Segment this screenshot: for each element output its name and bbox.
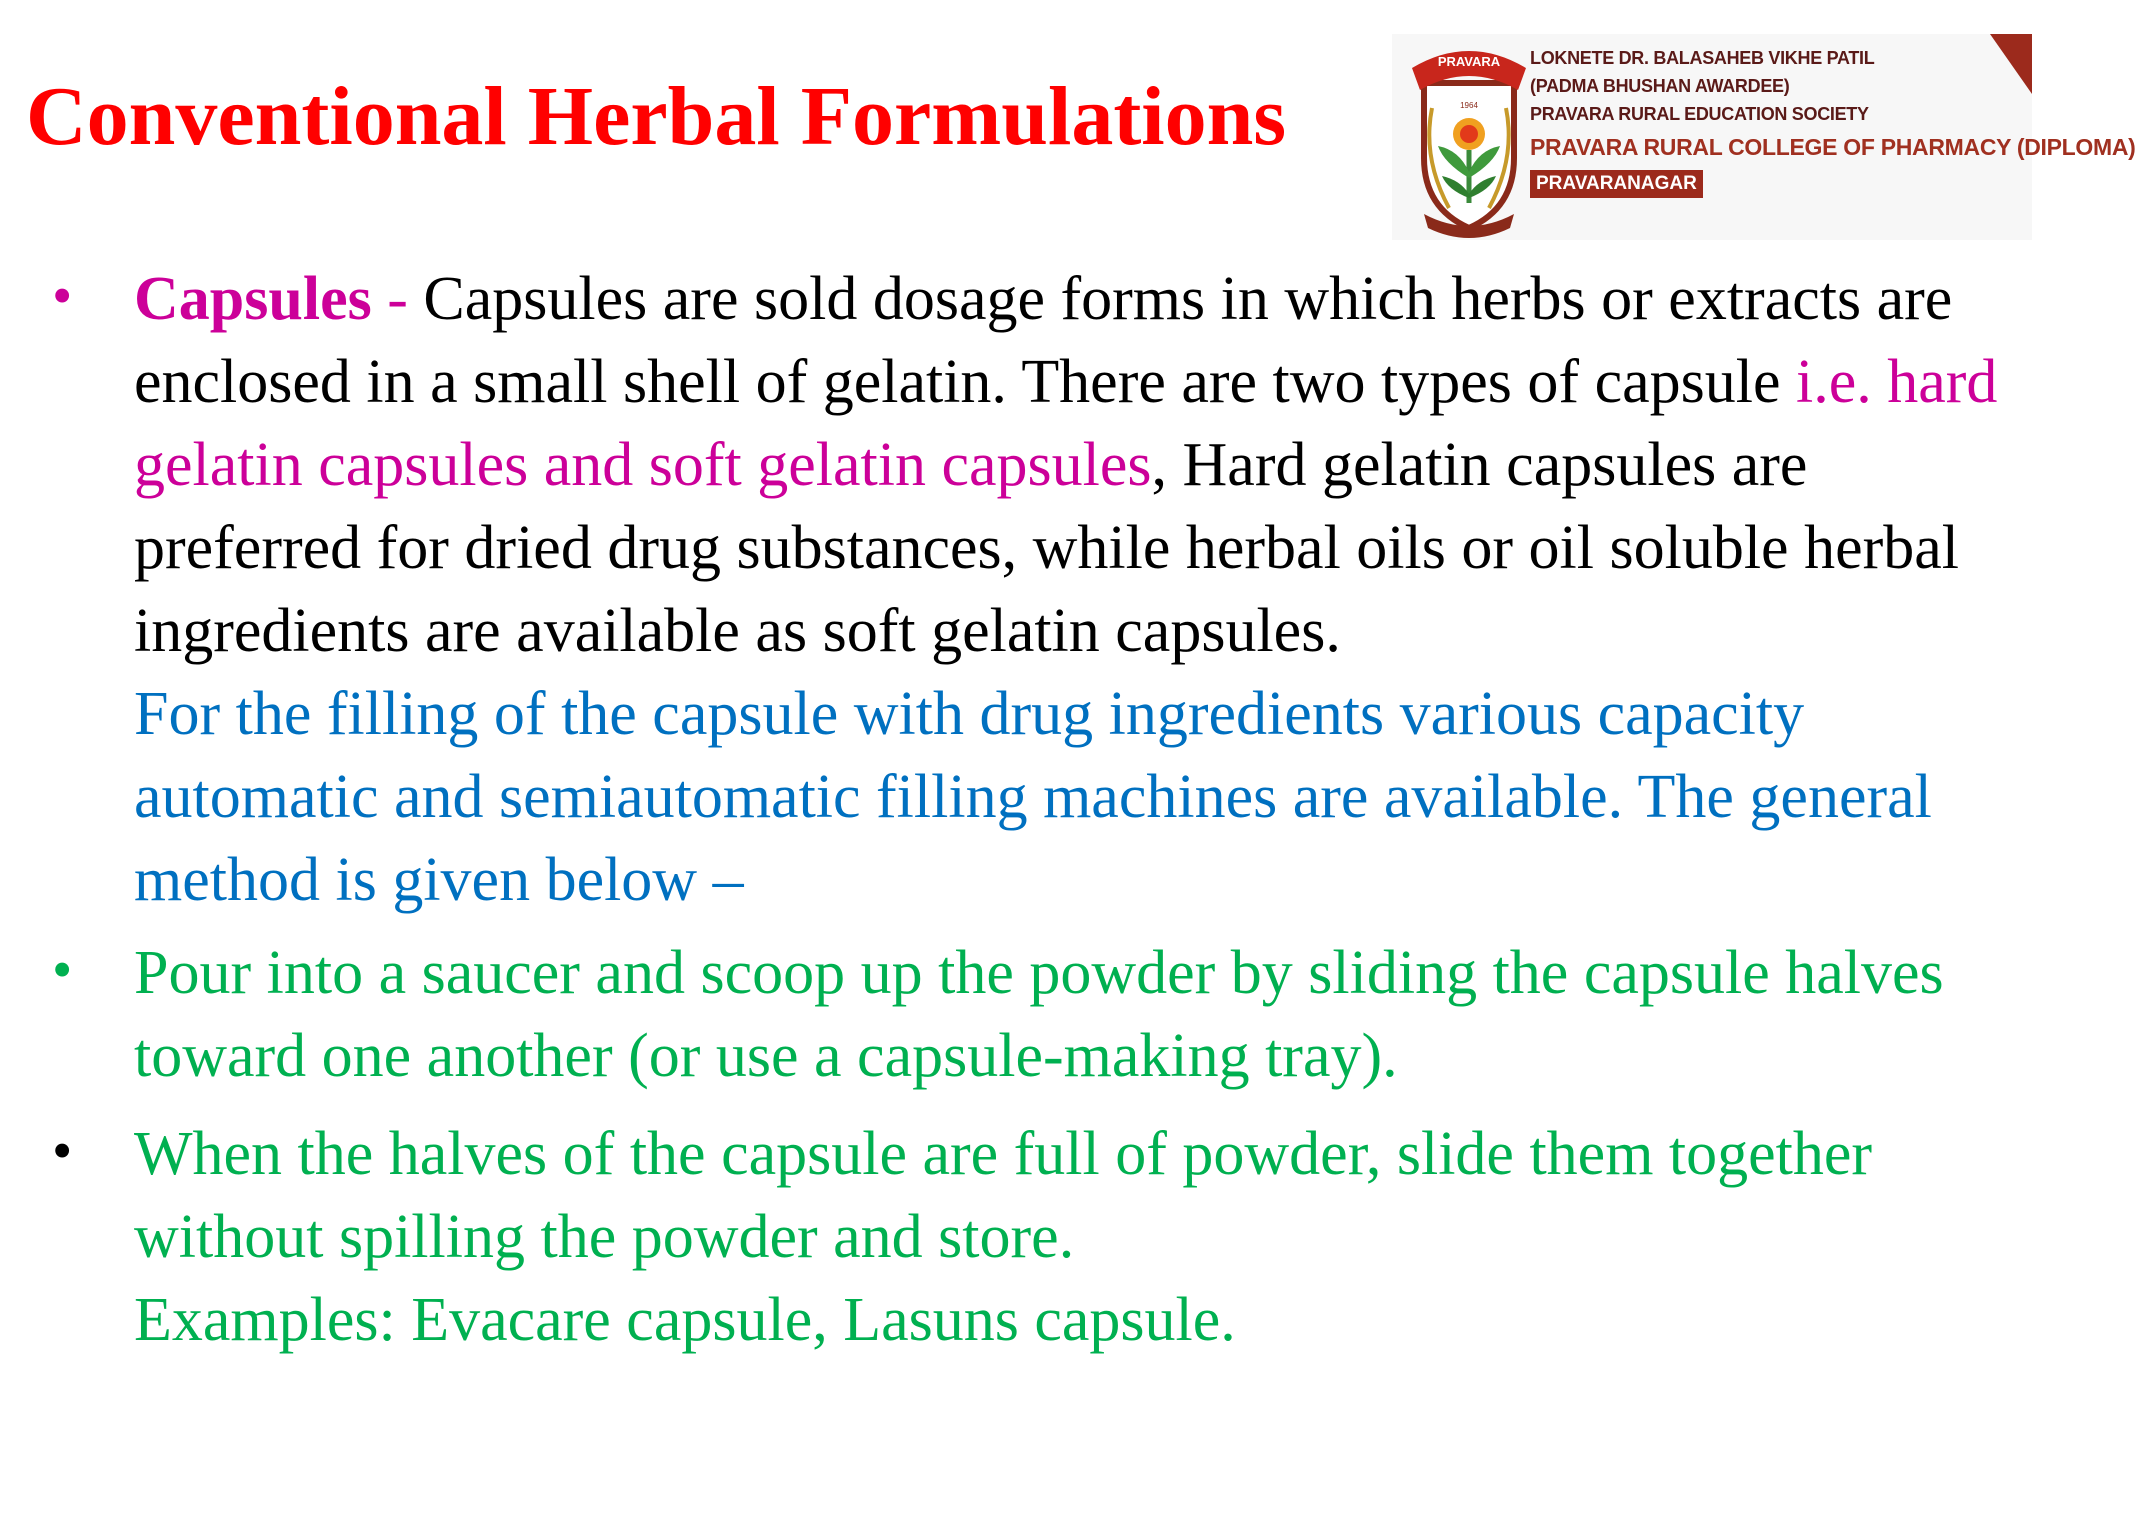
logo-line-award: (PADMA BHUSHAN AWARDEE) bbox=[1530, 76, 1790, 96]
logo-line-founder: LOKNETE DR. BALASAHEB VIKHE PATIL bbox=[1530, 48, 1875, 68]
bullet-icon: • bbox=[52, 937, 73, 1002]
capsules-definition: Capsules are sold dosage forms in which herbs or extracts are enclosed in a small shell of gelatin. There are two types of capsule bbox=[134, 265, 1953, 416]
bullet-icon: • bbox=[52, 1118, 73, 1183]
bullet-step-pour bbox=[52, 932, 2012, 1098]
college-emblem-icon bbox=[1404, 38, 1534, 236]
capsule-types-highlight: i.e. hard gelatin capsules and soft gelatin capsules bbox=[134, 348, 1998, 499]
term-capsules: Capsules bbox=[134, 265, 372, 333]
logo-year: 1964 bbox=[1460, 101, 1478, 110]
slide-title: Conventional Herbal Formulations bbox=[26, 70, 1287, 163]
step-slide-text: When the halves of the capsule are full of powder, slide them together without spilling the powder and store. bbox=[134, 1120, 1873, 1271]
examples-line: Examples: Evacare capsule, Lasuns capsule. bbox=[134, 1286, 1236, 1354]
bullet-icon: • bbox=[52, 263, 73, 328]
logo-line-college: PRAVARA RURAL COLLEGE OF PHARMACY (DIPLOMA) bbox=[1530, 134, 2136, 160]
logo-ribbon-text: PRAVARA bbox=[1437, 54, 1501, 69]
bullet-capsules bbox=[52, 258, 2012, 922]
logo-line-society: PRAVARA RURAL EDUCATION SOCIETY bbox=[1530, 104, 1869, 124]
step-slide-block bbox=[134, 1113, 2012, 1362]
logo-place-badge: PRAVARANAGAR bbox=[1530, 170, 1703, 198]
slide-content bbox=[52, 258, 2012, 1362]
capsules-usage: , Hard gelatin capsules are preferred for dried drug substances, while herbal oils or oil soluble herbal ingredients are available as soft gelatin capsules. bbox=[134, 431, 1959, 665]
step-pour-text: Pour into a saucer and scoop up the powder by sliding the capsule halves toward one another (or use a capsule-making tray). bbox=[134, 939, 1944, 1090]
college-logo bbox=[1392, 34, 2136, 240]
logo-text-block bbox=[1530, 48, 2136, 198]
logo-corner-stripe-icon bbox=[1972, 34, 2032, 240]
term-dash: - bbox=[371, 265, 424, 333]
filling-note: For the filling of the capsule with drug ingredients various capacity automatic and semiautomatic filling machines are available. The general method is given below – bbox=[134, 680, 1932, 914]
bullet-capsules-text bbox=[134, 258, 2012, 922]
bullet-step-slide bbox=[52, 1113, 2012, 1362]
